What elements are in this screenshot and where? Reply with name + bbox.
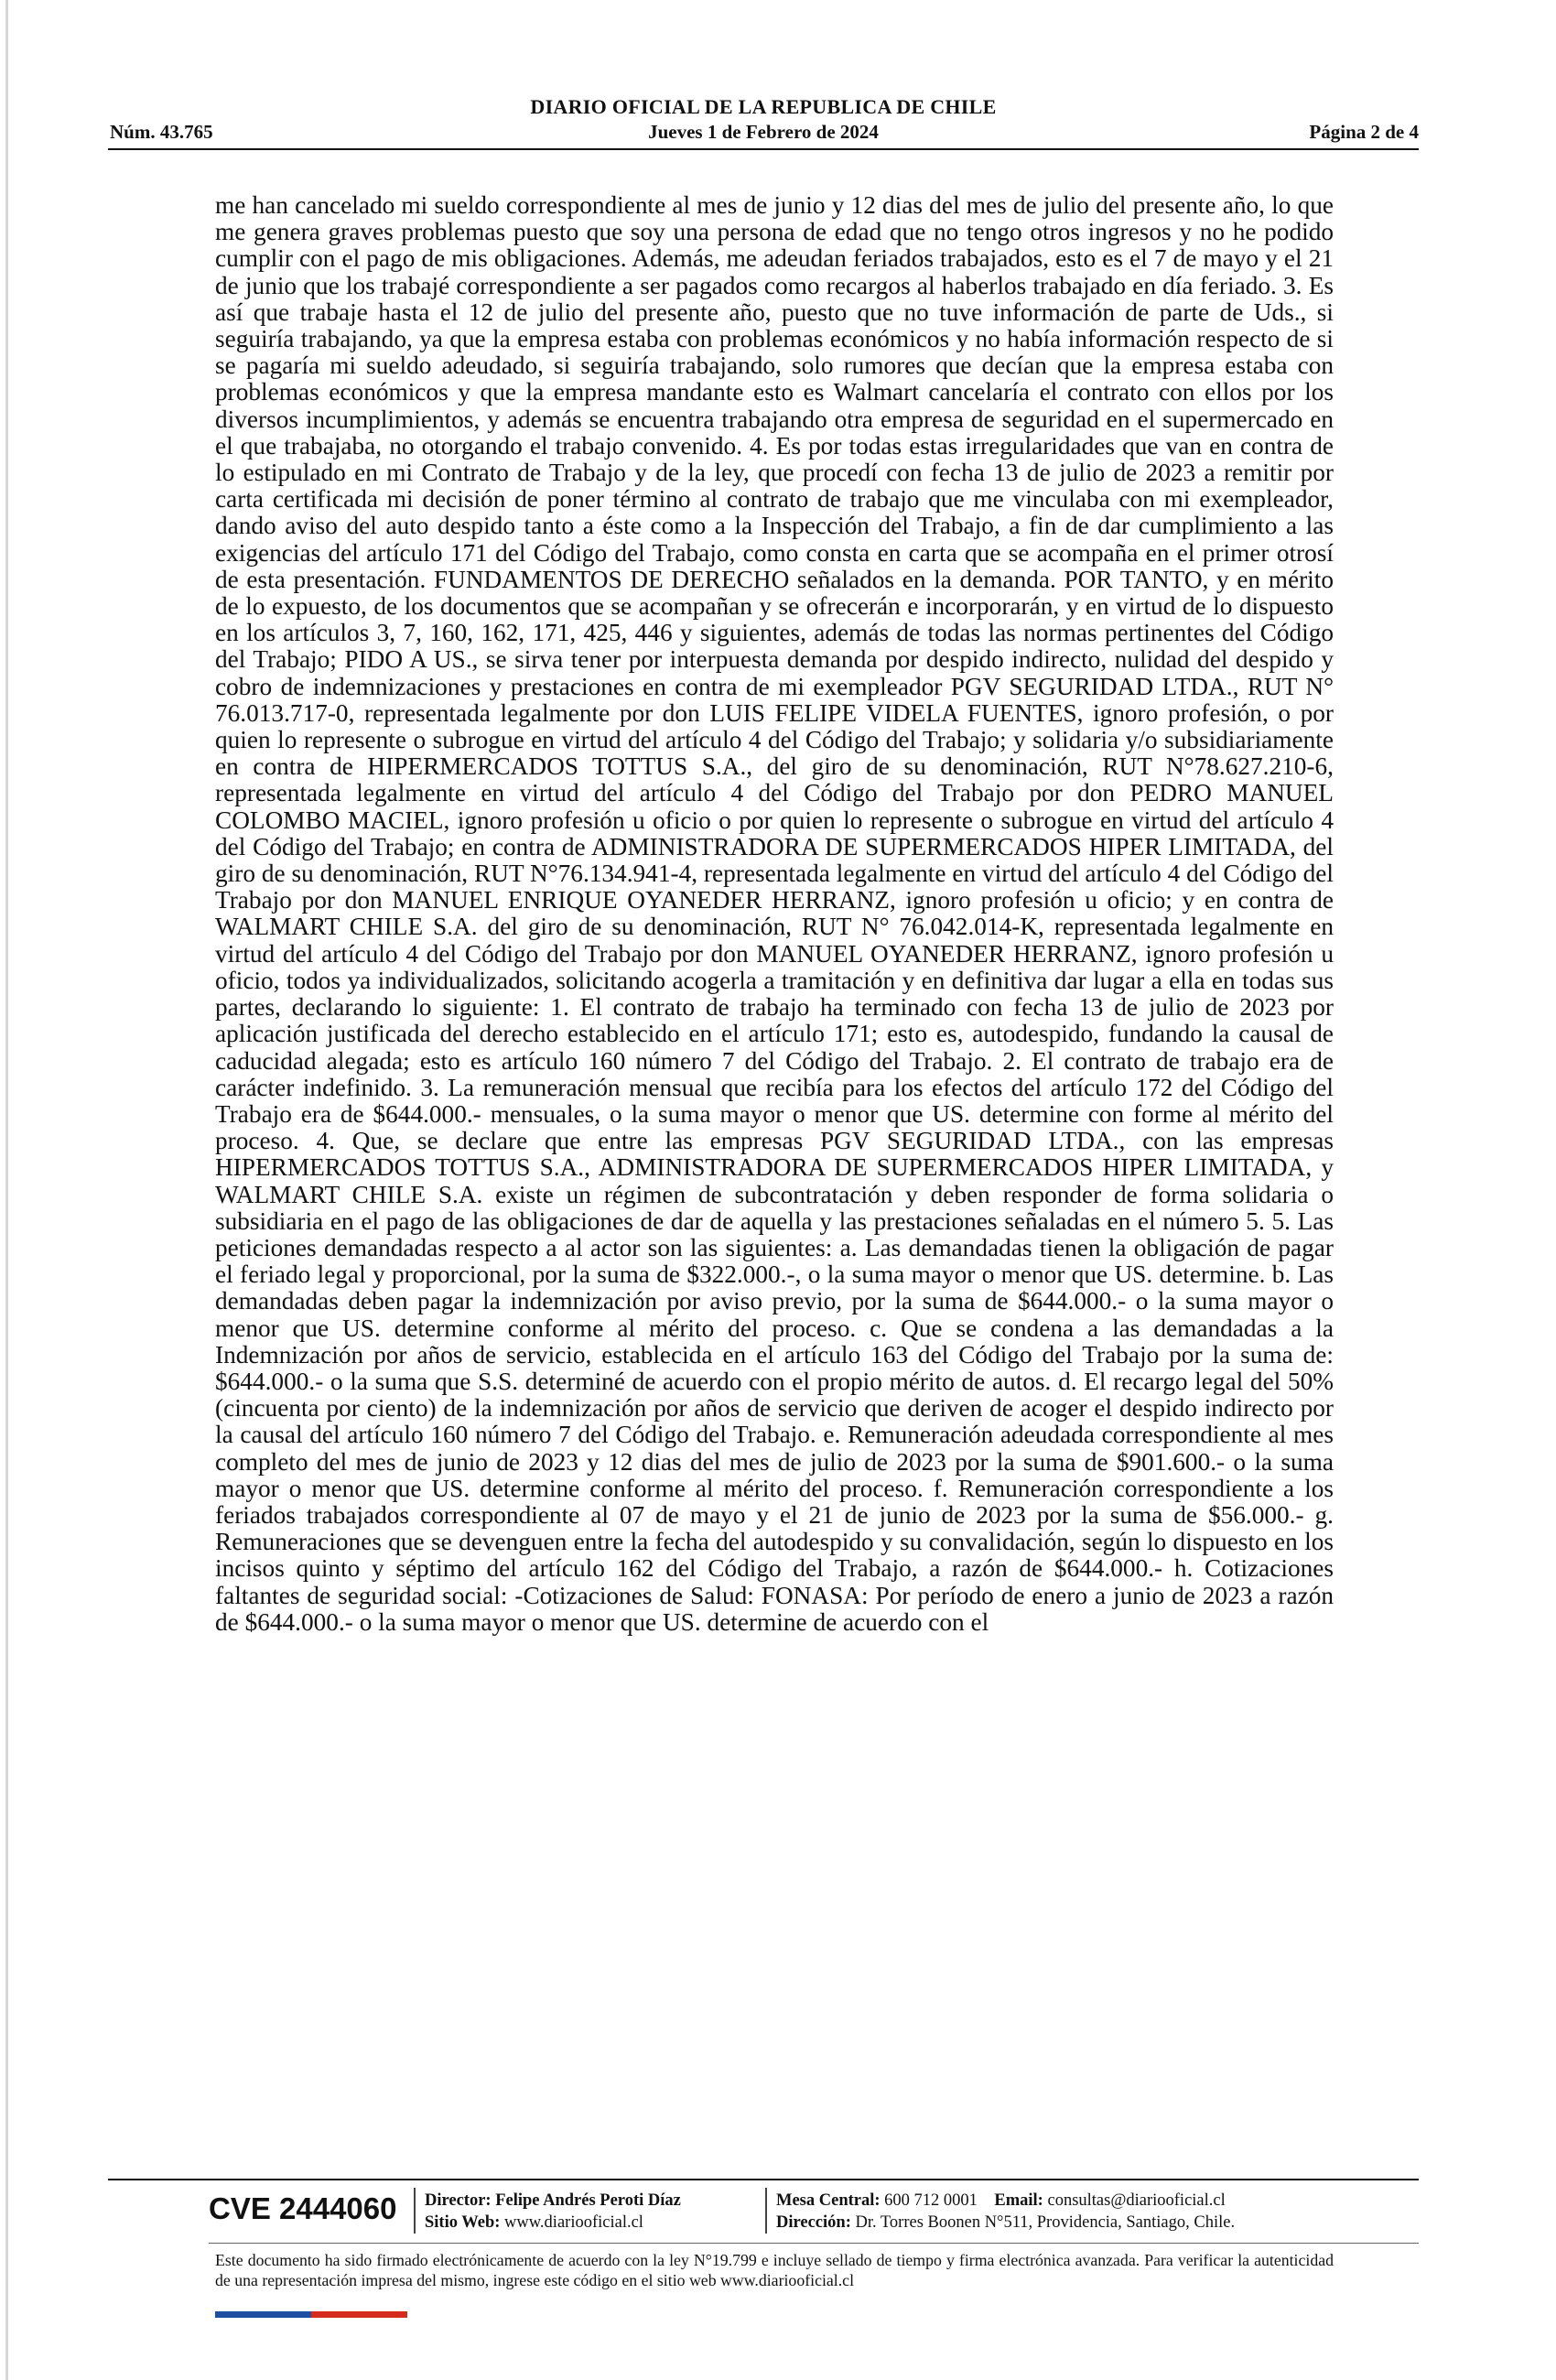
- electronic-signature-disclaimer: Este documento ha sido firmado electrónicamente de acuerdo con la ley N°19.799 e incluye sellado de tiempo y firma electrónica avanzada. Para verificar la autenticidad de una representación impresa del mismo, ingrese este código en el sitio web www.diariooficial.cl: [215, 2251, 1334, 2289]
- website-link[interactable]: www.diariooficial.cl: [504, 2213, 643, 2232]
- phone-label: Mesa Central:: [776, 2191, 881, 2210]
- flag-red-segment: [311, 2311, 407, 2318]
- footer-separator: [414, 2188, 416, 2234]
- page-header: [108, 92, 1419, 150]
- document-body: me han cancelado mi sueldo correspondiente al mes de junio y 12 dias del mes de julio del presente año, lo que me genera graves problemas puesto que soy una persona de edad que no tengo otros ingresos y no he podido cumplir con el pago de mis obligaciones. Además, me adeudan feriados trabajados, esto es el 7 de mayo y el 21 de junio que los trabajé correspondiente a ser pagados como recargos al haberlos trabajado en día feriado. 3. Es así que trabaje hasta el 12 de julio del presente año, puesto que no tuve información de parte de Uds., si seguiría trabajando, ya que la empresa estaba con problemas económicos y no había información respecto de si se pagaría mi sueldo adeudado, si seguiría trabajando, solo rumores que decían que la empresa estaba con problemas económicos y que la empresa mandante esto es Walmart cancelaría el contrato con ellos por los diversos incumplimientos, y además se encuentra trabajando otra empresa de seguridad en el supermercado en el que trabajaba, no otorgando el trabajo convenido. 4. Es por todas estas irregularidades que van en contra de lo estipulado en mi Contrato de Trabajo y de la ley, que procedí con fecha 13 de julio de 2023 a remitir por carta certificada mi decisión de poner término al contrato de trabajo que me vinculaba con mi exempleador, dando aviso del auto despido tanto a éste como a la Inspección del Trabajo, a fin de dar cumplimiento a las exigencias del artículo 171 del Código del Trabajo, como consta en carta que se acompaña en el primer otrosí de esta presentación. FUNDAMENTOS DE DERECHO señalados en la demanda. POR TANTO, y en mérito de lo expuesto, de los documentos que se acompañan y se ofrecerán e incorporarán, y en virtud de lo dispuesto en los artículos 3, 7, 160, 162, 171, 425, 446 y siguientes, además de todas las normas pertinentes del Código del Trabajo; PIDO A US., se sirva tener por interpuesta demanda por despido indirecto, nulidad del despido y cobro de indemnizaciones y prestaciones en contra de mi exempleador PGV SEGURIDAD LTDA., RUT N° 76.013.717-0, representada legalmente por don LUIS FELIPE VIDELA FUENTES, ignoro profesión, o por quien lo represente o subrogue en virtud del artículo 4 del Código del Trabajo; y solidaria y/o subsidiariamente en contra de HIPERMERCADOS TOTTUS S.A., del giro de su denominación, RUT N°78.627.210-6, representada legalmente en virtud del artículo 4 del Código del Trabajo por don PEDRO MANUEL COLOMBO MACIEL, ignoro profesión u oficio o por quien lo represente o subrogue en virtud del artículo 4 del Código del Trabajo; en contra de ADMINISTRADORA DE SUPERMERCADOS HIPER LIMITADA, del giro de su denominación, RUT N°76.134.941-4, representada legalmente en virtud del artículo 4 del Código del Trabajo por don MANUEL ENRIQUE OYANEDER HERRANZ, ignoro profesión u oficio; y en contra de WALMART CHILE S.A. del giro de su denominación, RUT N° 76.042.014-K, representada legalmente en virtud del artículo 4 del Código del Trabajo por don MANUEL OYANEDER HERRANZ, ignoro profesión u oficio, todos ya individualizados, solicitando acogerla a tramitación y en definitiva dar lugar a ella en todas sus partes, declarando lo siguiente: 1. El contrato de trabajo ha terminado con fecha 13 de julio de 2023 por aplicación justificada del derecho establecido en el artículo 171; esto es, autodespido, fundando la causal de caducidad alegada; esto es artículo 160 número 7 del Código del Trabajo. 2. El contrato de trabajo era de carácter indefinido. 3. La remuneración mensual que recibía para los efectos del artículo 172 del Código del Trabajo era de $644.000.- mensuales, o la suma mayor o menor que US. determine con forme al mérito del proceso. 4. Que, se declare que entre las empresas PGV SEGURIDAD LTDA., con las empresas HIPERMERCADOS TOTTUS S.A., ADMINISTRADORA DE SUPERMERCADOS HIPER LIMITADA, y WALMART CHILE S.A. existe un régimen de subcontratación y deben responder de forma solidaria o subsidiaria en el pago de las obligaciones de dar de aquella y las prestaciones señaladas en el número 5. 5. Las peticiones demandadas respecto a al actor son las siguientes: a. Las demandadas tienen la obligación de pagar el feriado legal y proporcional, por la suma de $322.000.-, o la suma mayor o menor que US. determine. b. Las demandadas deben pagar la indemnización por aviso previo, por la suma de $644.000.- o la suma mayor o menor que US. determine conforme al mérito del proceso. c. Que se condena a las demandadas a la Indemnización por años de servicio, establecida en el artículo 163 del Código del Trabajo por la suma de: $644.000.- o la suma que S.S. determiné de acuerdo con el propio mérito de autos. d. El recargo legal del 50% (cincuenta por ciento) de la indemnización por años de servicio que deriven de acoger el despido indirecto por la causal del artículo 160 número 7 del Código del Trabajo. e. Remuneración adeudada correspondiente al mes completo del mes de junio de 2023 y 12 dias del mes de julio de 2023 por la suma de $901.600.- o la suma mayor o menor que US. determine conforme al mérito del proceso. f. Remuneración correspondiente a los feriados trabajados correspondiente al 07 de mayo y el 21 de junio de 2023 por la suma de $56.000.- g. Remuneraciones que se devenguen entre la fecha del autodespido y su convalidación, según lo dispuesto en los incisos quinto y séptimo del artículo 162 del Código del Trabajo, a razón de $644.000.- h. Cotizaciones faltantes de seguridad social: -Cotizaciones de Salud: FONASA: Por período de enero a junio de 2023 a razón de $644.000.- o la suma mayor o menor que US. determine de acuerdo con el: [215, 191, 1334, 1636]
- director-name: Felipe Andrés Peroti Díaz: [495, 2191, 681, 2210]
- cve-code: CVE 2444060: [209, 2191, 397, 2225]
- page-number: Página 2 de 4: [1309, 121, 1419, 143]
- footer-inner-divider: [209, 2243, 1419, 2244]
- address-value: Dr. Torres Boonen N°511, Providencia, Santiago, Chile.: [855, 2213, 1236, 2232]
- flag-blue-segment: [215, 2311, 311, 2318]
- director-label: Director:: [425, 2191, 492, 2210]
- header-divider: [108, 148, 1419, 150]
- phone-number: 600 712 0001: [884, 2191, 978, 2210]
- issue-date: Jueves 1 de Febrero de 2024: [648, 121, 879, 143]
- chile-flag-stripe: [215, 2311, 407, 2318]
- publication-title: DIARIO OFICIAL DE LA REPUBLICA DE CHILE: [530, 95, 997, 118]
- footer-director-block: [425, 2190, 681, 2234]
- email-address[interactable]: consultas@diariooficial.cl: [1047, 2191, 1226, 2210]
- website-label: Sitio Web:: [425, 2213, 501, 2232]
- address-label: Dirección:: [776, 2213, 851, 2232]
- footer-divider: [108, 2179, 1419, 2180]
- footer-separator: [765, 2188, 767, 2234]
- email-label: Email:: [994, 2191, 1043, 2210]
- footer-contact-block: [776, 2190, 1235, 2234]
- issue-number: Núm. 43.765: [110, 121, 213, 143]
- page-left-edge: [5, 0, 8, 2380]
